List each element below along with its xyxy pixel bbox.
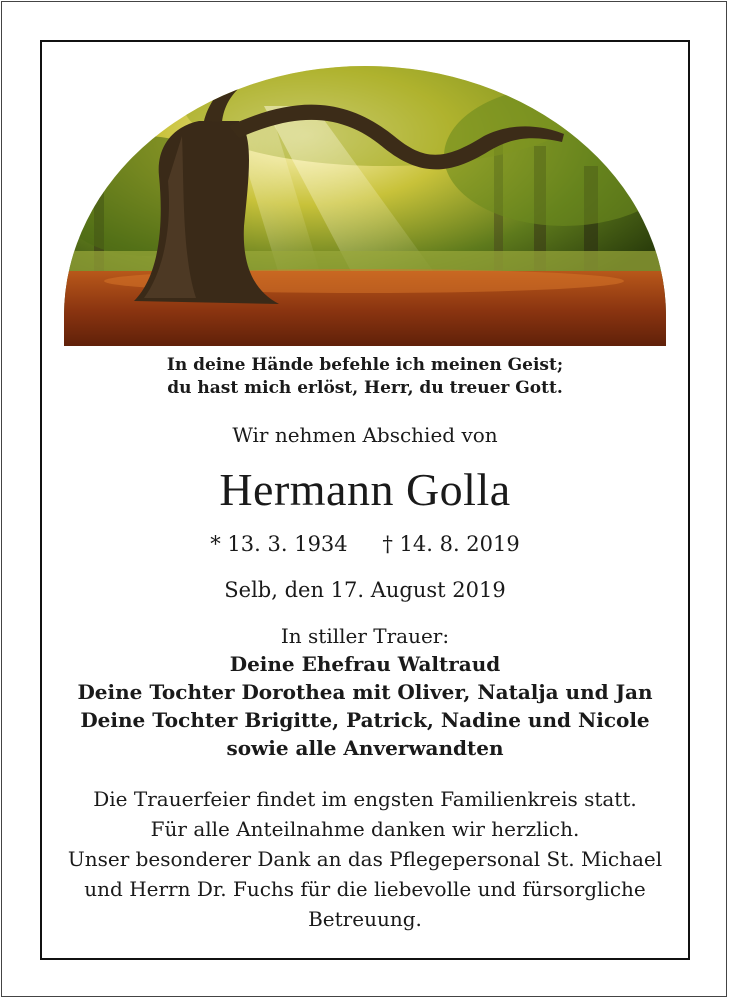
mourners-lead: In stiller Trauer: — [280, 624, 450, 648]
note-line: Für alle Anteilnahme danken wir herzlich. — [150, 817, 580, 841]
forest-tree-image — [64, 66, 666, 346]
mourner-line: Deine Ehefrau Waltraud — [229, 652, 501, 676]
mourners-list — [42, 622, 688, 762]
death-date: † 14. 8. 2019 — [382, 532, 520, 556]
life-dates — [42, 530, 688, 558]
verse-line-2: du hast mich erlöst, Herr, du treuer Gott. — [167, 378, 563, 398]
farewell-intro: Wir nehmen Abschied von — [232, 423, 498, 447]
note-line: Die Trauerfeier findet im engsten Familienkreis statt. — [93, 787, 637, 811]
mourner-line: Deine Tochter Dorothea mit Oliver, Natalja und Jan — [77, 680, 653, 704]
mourner-line: Deine Tochter Brigitte, Patrick, Nadine und Nicole — [80, 708, 650, 732]
deceased-name: Hermann Golla — [219, 464, 511, 515]
bible-verse — [42, 354, 688, 400]
note-line: Betreuung. — [308, 907, 422, 931]
birth-date: * 13. 3. 1934 — [210, 532, 348, 556]
note-line: und Herrn Dr. Fuchs für die liebevolle und fürsorgliche — [84, 877, 646, 901]
place-and-date: Selb, den 17. August 2019 — [224, 578, 506, 602]
note-line: Unser besonderer Dank an das Pflegepersonal St. Michael — [67, 847, 663, 871]
mourner-line: sowie alle Anverwandten — [226, 736, 504, 760]
closing-notes — [42, 784, 688, 934]
verse-line-1: In deine Hände befehle ich meinen Geist; — [166, 355, 564, 375]
